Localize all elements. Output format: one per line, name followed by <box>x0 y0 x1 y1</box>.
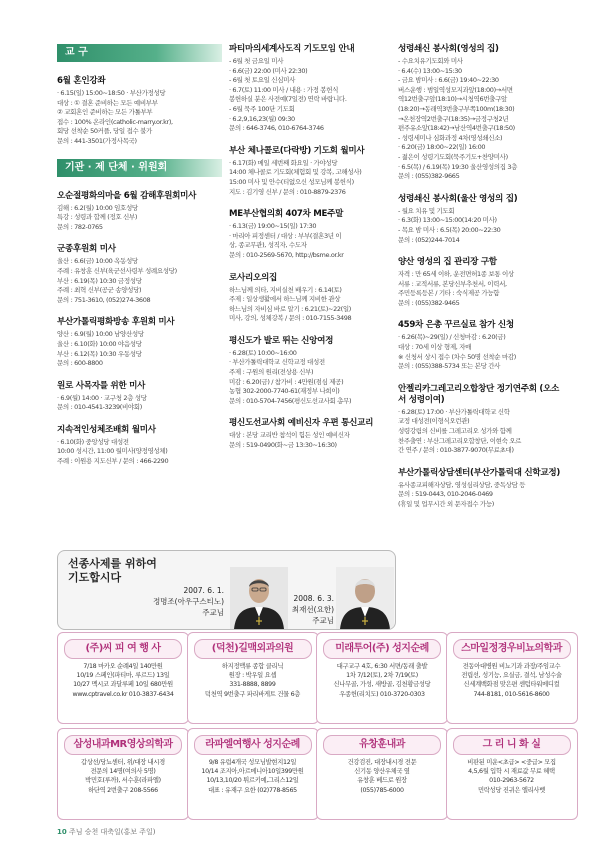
priest1-date: 2007. 6. 1. <box>183 586 224 595</box>
notice-title: 로사리오의집 <box>229 272 278 283</box>
notice-line: 미감 : 6.20(금) / 참가비 : 4만원(점심 제공) <box>229 377 344 386</box>
ad-box <box>57 632 189 724</box>
ad-line: 4,5,6월 입학 시 재료값 무료 혜택 <box>468 768 555 776</box>
ad-title: 미래투어(주) 성지순례 <box>323 639 441 659</box>
notice-line: 상, 종교무관), 성직자, 수도자 <box>229 241 307 250</box>
ad-line: 10/14 조지아,아르메니아10일399만원 <box>201 768 304 776</box>
section-header: 교 구 <box>57 44 222 62</box>
notice-line: 문의 : 441-3501(가정사목국) <box>57 136 137 145</box>
notice-title: 부산가톨릭평화방송 후원회 미사 <box>57 317 175 328</box>
notice-line: · 6.2,9,16,23(월) 09:30 <box>229 114 295 123</box>
notice-line: · 6.4(수) 13:00~15:30 <box>398 66 462 75</box>
priest2-caption <box>286 593 334 626</box>
notice-line: 대상 : 본당 교리반 참석이 힘든 성인 예비신자 <box>229 431 350 440</box>
ad-line: 하단역 2번출구 208-5566 <box>88 786 158 794</box>
notice-title: 군종후원회 미사 <box>57 244 116 255</box>
notice-line: 문의 : 519-0443, 010-2046-0469 <box>398 490 493 499</box>
ad-line: 원장 : 박우일 요셉 <box>228 672 277 680</box>
ad-title: (덕천)길맥외과의원 <box>194 639 312 659</box>
column-right <box>398 44 563 522</box>
notice-line: 농협 302-2000-7740-61(재정부 나희이) <box>229 387 340 396</box>
notice-line: - 6월 첫 금요일 미사 <box>229 57 284 65</box>
notice-line: · 6.7(토) 11:00 미사 / 내용 : 가정 봉헌식 <box>229 85 339 94</box>
notice-line: (18:20)→동래역3번출구부쪽100m(18:30) <box>398 104 515 113</box>
notice-line: 문의 : (055)388-5734 또는 본당 간사 <box>398 362 501 371</box>
notice-entry <box>398 384 563 456</box>
ad-line: 331-8888, 8899 <box>229 681 276 689</box>
priest2-role: 주교님 <box>312 616 334 625</box>
notice-line: 하느님께 의타, 지비실천 배우기 : 6.14(토) <box>229 285 342 294</box>
notice-line: · 6.20(금) 18:00~22(일) 16:00 <box>398 143 486 152</box>
column-middle <box>229 44 392 463</box>
notice-line: 유사종교피해자상담, 영성심리상담, 중독상담 등 <box>398 480 526 489</box>
ad-title: 라파엘여행사 성지순례 <box>194 735 312 755</box>
section-header: 기관 · 제 단체 · 위원회 <box>57 159 222 177</box>
notice-line: 문의 : 600-8800 <box>57 359 103 368</box>
notice-line: 간 연주 / 문의 : 010-3877-9070(무료초대) <box>398 446 514 455</box>
notice-line: 김해 : 6.2(월) 10:00 임호성당 <box>57 203 138 212</box>
ad-line: 대구교구 4호, 6:30 서면/동래 출발 <box>336 663 428 670</box>
notice-line: 울산 : 6.10(화) 10:00 야음성당 <box>57 339 142 348</box>
notice-line: 문의 : 751-3610, (052)274-3608 <box>57 295 151 304</box>
notice-entry <box>57 425 222 467</box>
ad-title: 스마일정경우비뇨의학과 <box>453 639 571 659</box>
notice-title: ME부산협의회 407차 ME주말 <box>229 209 344 220</box>
banner-title-line2: 기도합시다 <box>68 571 122 584</box>
notice-line: · 6.28(토) 17:00 · 부산가톨릭대학교 신학 <box>398 407 510 416</box>
notice-line: 10:00 성시간, 11:00 월미사(양정영성체) <box>57 447 168 456</box>
notice-title: 성령쇄신 봉사회(영성의 집) <box>398 44 499 54</box>
notice-entry <box>398 44 563 182</box>
page-number: 10 <box>57 828 67 836</box>
ad-line: 전동아대병원 비뇨기과 과장/주임교수 <box>462 663 561 670</box>
priest2-portrait <box>336 567 394 629</box>
notice-entry <box>398 320 563 371</box>
notice-entry <box>229 418 392 450</box>
notice-line: - 목요 밤 미사 : 6.5(목) 20:00~22:30 <box>398 225 501 234</box>
notice-title: 6월 혼인강좌 <box>57 76 106 86</box>
ad-box <box>446 728 578 820</box>
notice-entry <box>57 191 222 233</box>
ad-line: 9/8 유럽4개국 성모님발현지12일 <box>208 759 297 766</box>
notice-line: · 6.15(일) 15:00~18:50 · 부산가정성당 <box>57 89 166 97</box>
ad-line: 10/19 스페인(파티마, 루르드) 13일 <box>76 672 170 680</box>
notice-line: · 6.17(화) 메일 세번째 화요일 · 가야성당 <box>229 158 338 167</box>
notice-line: - 6월 묵주 100단 기도회 <box>229 104 295 113</box>
notice-line: 양산 : 6.9(월) 10:00 남양산성당 <box>57 330 144 339</box>
notice-entry <box>229 336 392 407</box>
ad-box <box>446 632 578 724</box>
ad-line: 신나무골, 가성, 새방골, 김천황금성당 <box>333 681 431 689</box>
notice-line: - 6월 첫 토요일 신심미사 <box>229 76 296 85</box>
notice-line: - 수요치유기도회와 미사 <box>398 57 463 65</box>
notice-entry <box>398 468 563 510</box>
notice-line: 교정 대성전(이형식오런관) <box>398 417 470 426</box>
notice-line: 울산 : 6.6(금) 10:00 옥동성당 <box>57 257 138 266</box>
ad-line: 전립선, 성기능, 요실금, 결석, 남성수술 <box>461 672 562 680</box>
notice-entry <box>229 146 392 197</box>
notice-entry <box>398 194 563 245</box>
banner-title <box>68 557 157 585</box>
notice-line: →온천장역2번출구(18:35)→금정구청2년 <box>398 114 509 123</box>
notice-line: 찬주출연 : 부산그레고리오합창단, 이현숙 오르 <box>398 436 522 445</box>
notice-line: 문의 : (055)382-9465 <box>398 298 460 307</box>
notice-line: ※ 신청서 상시 접수 (차수 50명 선착순 마감) <box>398 352 516 361</box>
notice-entry <box>229 44 392 134</box>
notice-entry <box>57 317 222 368</box>
notice-line: 버스운행 : 범일역성모지과앞(18:00)→서면 <box>398 85 513 94</box>
ad-line: 덕천역 9번출구 파리바게트 건물 6층 <box>204 690 301 698</box>
ad-title: 삼성내과MR영상의학과 <box>64 735 182 755</box>
notice-line: 부산 : 6.19(목) 10:30 금정성당 <box>57 276 142 285</box>
notice-title: 부산 체나콜로(다락방) 기도회 월미사 <box>229 145 365 156</box>
notice-line: 서류 : 교적서류, 본당신부추천서, 이력서, <box>398 279 507 288</box>
ad-line: 7/18 마카오 순례4일 140만원 <box>83 663 163 670</box>
notice-title: 평신도가 발로 뛰는 신앙여정 <box>229 335 334 346</box>
prayer-banner <box>57 550 396 630</box>
notice-line: ② 교회혼인 준비하는 모든 가톨부부 <box>57 108 153 117</box>
ad-line: 010-2963-5672 <box>489 777 534 785</box>
notice-line: 회당 선착순 50커플, 당일 접수 불가 <box>57 127 152 136</box>
priest1-caption <box>118 585 224 618</box>
notice-line: 문의 : 010-5704-7456(평신도선교사회 총무) <box>229 396 352 405</box>
notice-line: 14:00 체나콜로 기도회(체험회 및 강복, 고해성사) <box>229 168 362 177</box>
notice-title: 459차 은총 꾸르실료 참가 신청 <box>398 320 514 331</box>
ad-line: 744-8181, 010-5616-8600 <box>473 690 550 698</box>
footer-text: 주님 승천 대축일(홍보 주일) <box>68 828 156 836</box>
notice-line: 주례 : 유창훈 신부(육군선사령부 성례요성당) <box>57 266 177 275</box>
notice-line: 주민등록등본 / 기타 : 숙식제공 가능함 <box>398 289 500 298</box>
notice-line: 대상 : 70세 이상 형제, 자매 <box>398 343 472 352</box>
banner-title-line1: 선종사제를 위하여 <box>68 557 157 570</box>
ad-title: 그 리 니 화 실 <box>453 735 571 755</box>
ad-title: (주)씨 피 여 행 사 <box>64 639 182 659</box>
notice-line: - 금요 밤미사 : 6.6(금) 19:40~22:30 <box>398 76 499 85</box>
ad-line: 박민호(루까), 서수훈(라파엘) <box>85 777 161 785</box>
notice-line: 하느님의 자비심 바로 알기 : 6.21(토)~22(일) <box>229 304 351 313</box>
priest1-role: 주교님 <box>202 608 224 617</box>
notice-title: 원로 사목자를 위한 미사 <box>57 380 146 391</box>
notice-line: · 6.6(금) 22:00 (미사 22:30) <box>229 66 308 75</box>
notice-line: 문의 : 519-0490(화~금 13:30~16:30) <box>229 441 337 450</box>
notice-line: 특강 : 성령과 합께 (정호 신부) <box>57 213 138 222</box>
notice-title: 파티마의세계사도직 기도모임 안내 <box>229 44 355 54</box>
notice-line: · 부산가톨릭대학교 신학교정 대성전 <box>229 358 325 367</box>
notice-line: 편주유소앞(18:42)→남산역4번출구(18:50) <box>398 124 515 133</box>
notice-line: 문의 : 646-3746, 010-6764-3746 <box>229 124 324 133</box>
notice-line: · 6.13(금) 19:00~15(일) 17:30 <box>229 222 317 231</box>
notice-title: 성령쇄신 봉사회(울산 영성의 집) <box>398 193 518 204</box>
notice-entry <box>57 244 222 305</box>
ad-line: www.cptravel.co.kr 010-3837-6434 <box>72 690 174 698</box>
ad-box <box>316 632 448 724</box>
notice-line: · 6.5(목) / 6.19(목) 19:30 울산영성의집 3층 <box>398 162 518 171</box>
column-left <box>57 44 222 479</box>
page-footer <box>57 827 156 837</box>
notice-line: (휴일 및 업무시간 외 문자접수 가능) <box>398 500 494 508</box>
notice-line: 문의 : 782-0765 <box>57 222 103 231</box>
notice-line: 문의 : (052)244-7014 <box>398 235 460 244</box>
ad-line: 대표 : 유재구 요한 (02)778-8565 <box>208 786 297 794</box>
notice-line: 자격 : 만 65세 이하, 운전면허1종 보통 이상 <box>398 270 514 279</box>
notice-line: 문의 : 010-4541-3239(비야회) <box>57 403 142 412</box>
ad-box <box>57 728 189 820</box>
ad-line: 갑상선/당뇨센터, 위/대장 내시경 <box>81 759 165 766</box>
notice-line: 성령강림의 신비를 그레고리오 성가와 함께 <box>398 427 512 436</box>
notice-line: · 6.26(목)~29(일) / 신청마감 : 6.20(금) <box>398 333 506 342</box>
notice-line: - 월요 치유 및 기도회 <box>398 206 455 215</box>
ad-line: 10/27 멕시코 과달루페 10일 680만원 <box>73 681 173 689</box>
notice-line: 접수 : 100% 온라인(catholic-marry.or.kr), <box>57 117 173 126</box>
notice-line: 문의 : (055)382-9665 <box>398 172 460 181</box>
notice-line: · 6.3(화) 13:00~15:00(14:20 미사) <box>398 216 497 225</box>
ad-line: 건강검진, 대장내시경 전문 <box>347 759 417 766</box>
ad-line: 비판된 미운<초급> <중급> 모집 <box>467 759 556 766</box>
notice-line: 미사, 강의, 성체강복 / 문의 : 010-7155-3498 <box>229 314 352 323</box>
notice-line: 주례 : 이원용 지도신부 / 문의 : 466-2290 <box>57 457 169 466</box>
notice-entry <box>229 209 392 260</box>
ad-line: 신기동 양산우체국 옆 <box>354 768 410 776</box>
ad-line: 우종헌(리치도) 010-3720-0303 <box>339 690 425 698</box>
notice-line: 주례 : 최혁 신부(공군 송양성당) <box>57 286 142 295</box>
ad-line: 1차 7/12(토), 2차 7/19(토) <box>346 672 418 680</box>
ad-line: 하지정맥류 종합 클리닉 <box>221 663 284 670</box>
priest1-portrait <box>230 567 288 629</box>
ad-box <box>316 728 448 820</box>
notice-title: 오순절평화의마을 6월 감해후원회미사 <box>57 190 197 201</box>
notice-line: 문의 : 010-2569-5670, http://bsme.or.kr <box>229 250 344 259</box>
ad-line: 전문의 14명(여의사 5명) <box>90 768 156 776</box>
ad-line: 민락성당 진귀은 엘리사벳 <box>477 786 545 794</box>
notice-line: - 성령세미나 심화과정 4차(영성쇄신소) <box>398 133 503 142</box>
priest1-name: 정명조(아우구스티노) <box>152 597 224 606</box>
ad-line: (055)785-6000 <box>360 786 404 794</box>
notice-title: 평신도선교사회 예비신자 우편 통신교리 <box>229 418 374 429</box>
ad-line: 10/13,10/20 튀르키예,그리스12일 <box>206 777 299 785</box>
notice-title: 양산 영성의 집 관리장 구함 <box>398 257 497 268</box>
priest2-name: 최재선(요한) <box>291 605 334 614</box>
notice-line: 15:00 미사 및 안수(티없으신 성모님께 봉헌식) <box>229 177 354 186</box>
notice-title: 지속적인성체조배회 월미사 <box>57 424 156 435</box>
notice-line: · 6.10(화) 중앙성당 대성전 <box>57 437 129 446</box>
notice-title: 안젤리카그레고리오합창단 정기연주회 (오소서 성령이여) <box>398 383 560 405</box>
notice-line: 대상 : ① 결혼 준비하는 모든 예비부부 <box>57 98 158 107</box>
notice-title: 부산가톨릭상담센터(부산가톨릭대 신학교정) <box>398 467 560 478</box>
notice-entry <box>398 257 563 308</box>
ad-line: 신세계백화점 맞은편 센텀타워메디컬 <box>463 681 560 689</box>
ad-box <box>187 632 319 724</box>
notice-entry <box>57 76 222 147</box>
notice-line: 지도 : 김기영 신부 / 문의 : 010-8879-2376 <box>229 187 346 196</box>
notice-line: 주제 : 구원의 원리(전상용 신부) <box>229 368 314 377</box>
notice-line: · 6.9(월) 14:00 · 교구청 2층 성당 <box>57 393 147 402</box>
notice-line: · 마리아 피정센터 / 대상 : 부부(결혼3년 이 <box>229 231 342 240</box>
notice-line: - 젊은이 성령기도회(묵주기도+찬양미사) <box>398 152 508 161</box>
notice-line: · 6.28(토) 10:00~16:00 <box>229 348 297 357</box>
ad-box <box>187 728 319 820</box>
ad-line: 유창훈 베드로 원장 <box>357 777 407 785</box>
notice-entry <box>57 381 222 413</box>
notice-line: 역12번출구앞(18:10)→시청역6번출구앞 <box>398 95 507 104</box>
notice-line: 주제 : 일상생활에서 하느님께 지비한 관상 <box>229 295 341 304</box>
ad-title: 유창훈내과 <box>323 735 441 755</box>
notice-line: 봉헌하실 분은 사전예(7일전) 연락 바랍니다. <box>229 95 347 104</box>
notice-line: 부산 : 6.12(목) 10:30 우동성당 <box>57 349 142 358</box>
priest2-date: 2008. 6. 3. <box>293 594 334 603</box>
notice-entry <box>229 273 392 324</box>
